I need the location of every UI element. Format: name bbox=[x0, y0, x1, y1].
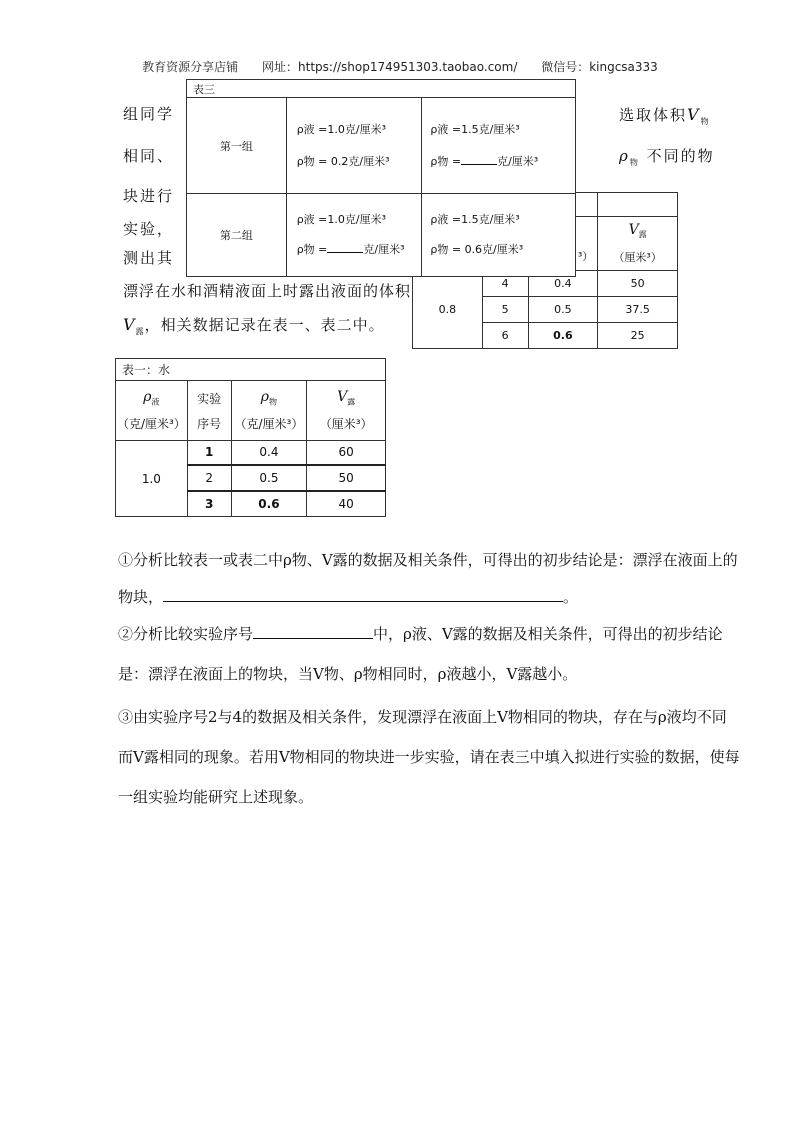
intro-line-6: 漂浮在水和酒精液面上时露出液面的体积 bbox=[123, 282, 412, 300]
table1-cell: 1 bbox=[187, 441, 231, 465]
table3-g2-col2: ρ液 =1.5克/厘米³ ρ物 = 0.6克/厘米³ bbox=[422, 194, 576, 277]
table1-cell: 0.6 bbox=[231, 491, 307, 517]
wechat-id: 微信号：kingcsa333 bbox=[541, 60, 658, 74]
table1-cell: 60 bbox=[307, 441, 386, 465]
table2-cell: 50 bbox=[598, 271, 678, 297]
question-1-line-a: ①分析比较表一或表二中ρ物、V露的数据及相关条件，可得出的初步结论是：漂浮在液面上的 bbox=[118, 551, 738, 569]
table2-cell: 37.5 bbox=[598, 297, 678, 323]
table2-rho-liquid: 0.8 bbox=[413, 271, 483, 349]
question-3-line-c: 一组实验均能研究上述现象。 bbox=[118, 788, 314, 806]
table2-cell: 0.5 bbox=[528, 297, 598, 323]
intro-line-3: 块进行 bbox=[123, 187, 175, 205]
question-3-line-a: ③由实验序号2与4的数据及相关条件，发现漂浮在液面上V物相同的物块，存在与ρ液均不同 bbox=[118, 708, 727, 726]
question-2-answer-blank[interactable] bbox=[253, 638, 373, 639]
shop-url[interactable]: 网址：https://shop174951303.taobao.com/ bbox=[262, 60, 518, 74]
intro-line-5: 测出其 bbox=[123, 249, 175, 267]
table2-cell: 6 bbox=[482, 323, 528, 349]
table2-cell: 25 bbox=[598, 323, 678, 349]
table2-cell: 4 bbox=[482, 271, 528, 297]
table3-g1-blank[interactable] bbox=[461, 164, 497, 165]
question-3-line-b: 而V露相同的现象。若用V物相同的物块进一步实验，请在表三中填入拟进行实验的数据，使每 bbox=[118, 748, 740, 766]
table3-g2-col1: ρ液 =1.0克/厘米³ ρ物 = 克/厘米³ bbox=[286, 194, 422, 277]
table3-g1-col2: ρ液 =1.5克/厘米³ ρ物 = 克/厘米³ bbox=[422, 98, 576, 194]
table2-partial-header: ³） bbox=[528, 217, 598, 271]
table2-header-vlu: $V_露$ （厘米³） bbox=[598, 217, 678, 271]
table-3 bbox=[186, 79, 576, 277]
table1-header-vlu: $V_露$ （厘米³） bbox=[307, 381, 386, 441]
table1-cell: 2 bbox=[187, 465, 231, 491]
table2-cell: 0.4 bbox=[528, 271, 598, 297]
table3-g1-col1: ρ液 =1.0克/厘米³ ρ物 = 0.2克/厘米³ bbox=[286, 98, 422, 194]
question-1-line-b: 物块， 。 bbox=[118, 588, 579, 606]
table3-caption: 表三 bbox=[187, 80, 576, 98]
table1-cell: 0.5 bbox=[231, 465, 307, 491]
table1-rho-liquid: 1.0 bbox=[116, 441, 188, 517]
table3-group-1: 第一组 bbox=[187, 98, 287, 194]
table-1 bbox=[115, 358, 386, 517]
table2-cell: 5 bbox=[482, 297, 528, 323]
intro-line-7: $V_露$，相关数据记录在表一、表二中。 bbox=[123, 315, 385, 336]
shop-name: 教育资源分享店铺 bbox=[142, 60, 239, 74]
table1-header-rho-liquid: $\rho_液$ （克/厘米³） bbox=[116, 381, 188, 441]
table3-g2-blank[interactable] bbox=[327, 252, 363, 253]
intro-line-2a: 相同、 bbox=[123, 147, 175, 165]
table1-header-rho-object: $\rho_物$ （克/厘米³） bbox=[231, 381, 307, 441]
question-2-line-a: ②分析比较实验序号 中，ρ液、V露的数据及相关条件，可得出的初步结论 bbox=[118, 625, 723, 643]
table1-cell: 0.4 bbox=[231, 441, 307, 465]
table1-caption: 表一：水 bbox=[116, 359, 386, 381]
question-1-answer-blank[interactable] bbox=[163, 601, 563, 602]
table1-header-index: 实验 序号 bbox=[187, 381, 231, 441]
table1-cell: 3 bbox=[187, 491, 231, 517]
page-header bbox=[0, 58, 800, 75]
intro-line-4: 实验， bbox=[123, 220, 175, 238]
intro-line-1b: 选取体积$V_物$ bbox=[619, 105, 711, 126]
table1-cell: 50 bbox=[307, 465, 386, 491]
intro-line-2b: $\rho_物$ 不同的物 bbox=[619, 147, 715, 167]
question-2-line-b: 是：漂浮在液面上的物块，当V物、ρ物相同时，ρ液越小，V露越小。 bbox=[118, 665, 578, 683]
table3-group-2: 第二组 bbox=[187, 194, 287, 277]
table2-cell: 0.6 bbox=[528, 323, 598, 349]
intro-line-1a: 组同学 bbox=[123, 105, 175, 123]
table1-cell: 40 bbox=[307, 491, 386, 517]
